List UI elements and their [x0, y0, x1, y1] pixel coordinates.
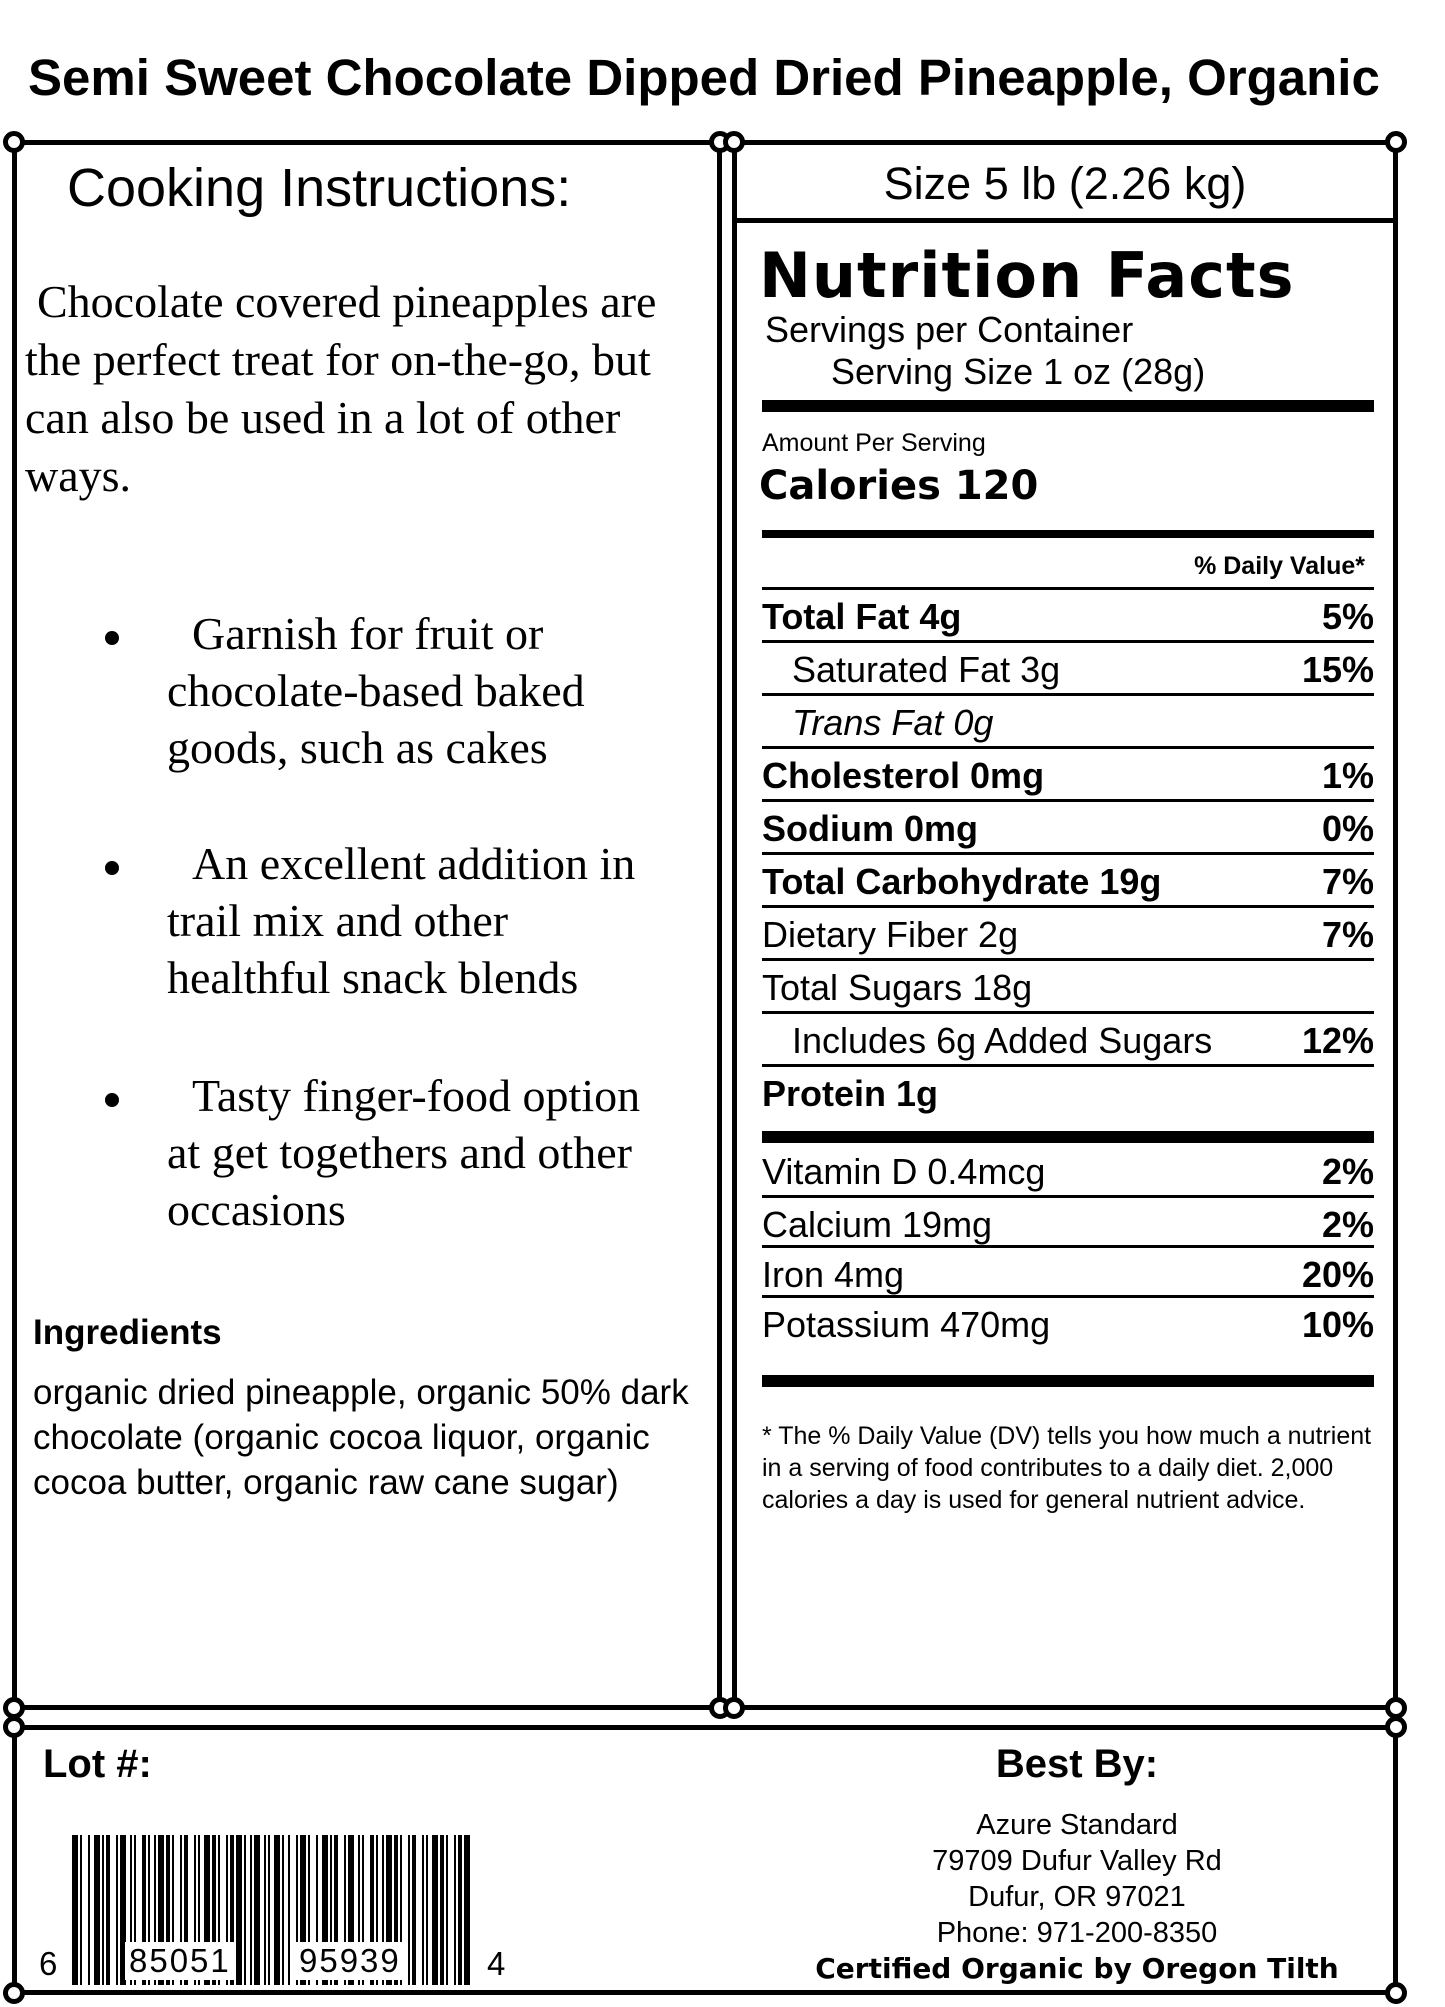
nutrient-dv: 15% [1301, 649, 1374, 690]
corner-notch [3, 131, 25, 153]
address-line: Dufur, OR 97021 [968, 1881, 1186, 1913]
nutrient-label: Dietary Fiber 2g [762, 914, 1019, 955]
nutrient-row [762, 640, 1374, 693]
barcode-bar [94, 1835, 100, 1985]
nutrient-row [762, 1145, 1374, 1198]
nutrient-label: Total Carbohydrate 19g [762, 861, 1162, 902]
nutrient-row [762, 1011, 1374, 1064]
bullet-dot-icon [105, 1093, 119, 1107]
nutrient-label: Calcium 19mg [762, 1204, 993, 1245]
nutrient-row [762, 693, 1374, 746]
barcode-bar [426, 1835, 428, 1985]
barcode-bar [412, 1835, 416, 1985]
daily-value-footnote: * The % Daily Value (DV) tells you how much a nutrient in a serving of food contributes to a daily diet. 2,000 calories a day is used for general nutrient advice. [762, 1422, 1372, 1514]
bullet-line: at get togethers and other [167, 1127, 632, 1178]
barcode-bar [268, 1835, 270, 1985]
ingredients-text: organic dried pineapple, organic 50% dark chocolate (organic cocoa liquor, organic cocoa butter, organic raw cane sugar) [33, 1373, 689, 1502]
barcode-bar [264, 1835, 266, 1985]
nutrition-facts-panel [732, 140, 1398, 1710]
barcode-bar [446, 1835, 448, 1985]
nutrient-dv: 7% [1321, 914, 1374, 955]
bullet-dot-icon [105, 631, 119, 645]
barcode-bar [454, 1835, 456, 1985]
barcode-bar [236, 1835, 242, 1985]
nutrient-row [762, 746, 1374, 799]
ingredients-heading: Ingredients [33, 1313, 222, 1352]
nutrient-row [762, 1295, 1374, 1348]
address-line: 79709 Dufur Valley Rd [932, 1845, 1222, 1877]
barcode-bar [72, 1835, 78, 1985]
barcode-bar [106, 1835, 110, 1985]
barcode-bar [88, 1835, 90, 1985]
corner-notch [3, 1982, 25, 2004]
bullet-text [167, 835, 687, 1006]
nutrient-row [762, 799, 1374, 852]
nutrient-label: Sodium 0mg [762, 808, 979, 849]
nutrient-row [762, 852, 1374, 905]
nutrient-dv: 5% [1321, 596, 1374, 637]
nutrient-label: Includes 6g Added Sugars [792, 1020, 1213, 1061]
nutrient-row [762, 1064, 1374, 1117]
bullet-dot-icon [105, 861, 119, 875]
lot-number-label: Lot #: [43, 1742, 152, 1786]
barcode-bar [458, 1835, 462, 1985]
barcode-bar [432, 1835, 438, 1985]
bullet-line: occasions [167, 1184, 346, 1235]
nutrient-label: Total Sugars 18g [762, 967, 1033, 1008]
barcode-bar [254, 1835, 260, 1985]
cooking-intro [25, 273, 715, 505]
corner-notch [3, 1716, 25, 1738]
thick-divider [762, 1131, 1374, 1143]
intro-line: Chocolate covered pineapples are [37, 276, 657, 327]
address-line: Phone: 971-200-8350 [936, 1917, 1218, 1949]
nutrient-dv: 7% [1321, 861, 1374, 902]
nutrient-label: Potassium 470mg [762, 1304, 1051, 1345]
bullet-line: Tasty finger-food option [192, 1070, 641, 1121]
nutrient-row [762, 958, 1374, 1011]
barcode-bar [422, 1835, 424, 1985]
product-title: Semi Sweet Chocolate Dipped Dried Pineapple, Organic [28, 49, 1380, 106]
nutrient-label: Cholesterol 0mg [762, 755, 1045, 796]
bullet-line: goods, such as cakes [167, 722, 548, 773]
corner-notch [1385, 1982, 1407, 2004]
bullet-text [167, 1067, 687, 1238]
nutrient-row [762, 1245, 1374, 1298]
serving-size: Serving Size 1 oz (28g) [831, 351, 1206, 392]
cooking-instructions-panel [12, 140, 722, 1710]
barcode-digits-right: 95939 [295, 1942, 405, 1980]
intro-line: can also be used in a lot of other [25, 392, 621, 443]
nutrient-dv: 12% [1301, 1020, 1374, 1061]
barcode-digit: 4 [487, 1945, 506, 1982]
medium-divider [762, 530, 1374, 538]
corner-notch [723, 1697, 745, 1719]
nutrient-label: Iron 4mg [762, 1254, 905, 1295]
bullet-line: An excellent addition in [192, 838, 636, 889]
nutrient-dv: 2% [1321, 1204, 1374, 1245]
package-size: Size 5 lb (2.26 kg) [737, 145, 1393, 223]
barcode-bar [282, 1835, 284, 1985]
nutrient-row [762, 587, 1374, 640]
nutrient-dv: 0% [1321, 808, 1374, 849]
amount-per-serving: Amount Per Serving [762, 429, 986, 457]
corner-notch [1385, 1716, 1407, 1738]
cooking-instructions-heading: Cooking Instructions: [67, 158, 572, 218]
barcode-bar [250, 1835, 252, 1985]
bullet-line: trail mix and other [167, 895, 509, 946]
calories: Calories 120 [759, 463, 1039, 509]
barcode-bar [116, 1835, 118, 1985]
barcode-bar [464, 1835, 470, 1985]
intro-line: ways. [25, 450, 132, 501]
barcode-bar [244, 1835, 246, 1985]
nutrition-facts-title: Nutrition Facts [759, 239, 1295, 312]
nutrient-dv: 2% [1321, 1151, 1374, 1192]
barcode-digits-left: 85051 [125, 1942, 235, 1980]
nutrient-dv: 1% [1321, 755, 1374, 796]
bullet-line: healthful snack blends [167, 952, 579, 1003]
nutrient-label: Vitamin D 0.4mcg [762, 1151, 1046, 1192]
thick-divider [762, 400, 1374, 412]
bullet-line: Garnish for fruit or [192, 608, 544, 659]
nutrient-row [762, 1195, 1374, 1248]
nutrient-label: Trans Fat 0g [792, 702, 994, 743]
barcode-digit: 6 [39, 1945, 58, 1982]
barcode-bar [274, 1835, 280, 1985]
barcode-bar [440, 1835, 444, 1985]
daily-value-header: % Daily Value* [1194, 552, 1365, 580]
intro-line: the perfect treat for on-the-go, but [25, 334, 651, 385]
thick-divider [762, 1375, 1374, 1387]
nutrient-label: Protein 1g [762, 1073, 939, 1114]
address-line: Azure Standard [976, 1809, 1178, 1841]
barcode-bar [288, 1835, 290, 1985]
lot-info-panel [12, 1725, 1398, 1995]
certification: Certified Organic by Oregon Tilth [815, 1952, 1339, 1985]
nutrient-label: Saturated Fat 3g [792, 649, 1061, 690]
nutrient-label: Total Fat 4g [762, 596, 962, 637]
nutrient-dv: 20% [1301, 1254, 1374, 1295]
best-by-label: Best By: [995, 1742, 1159, 1786]
company-address [887, 1807, 1267, 1951]
nutrient-row [762, 905, 1374, 958]
barcode-bar [408, 1835, 410, 1985]
servings-per-container: Servings per Container [765, 309, 1134, 350]
bullet-text [167, 605, 687, 776]
nutrient-dv: 10% [1301, 1304, 1374, 1345]
barcode-bar [102, 1835, 104, 1985]
bullet-line: chocolate-based baked [167, 665, 585, 716]
barcode-bar [80, 1835, 82, 1985]
